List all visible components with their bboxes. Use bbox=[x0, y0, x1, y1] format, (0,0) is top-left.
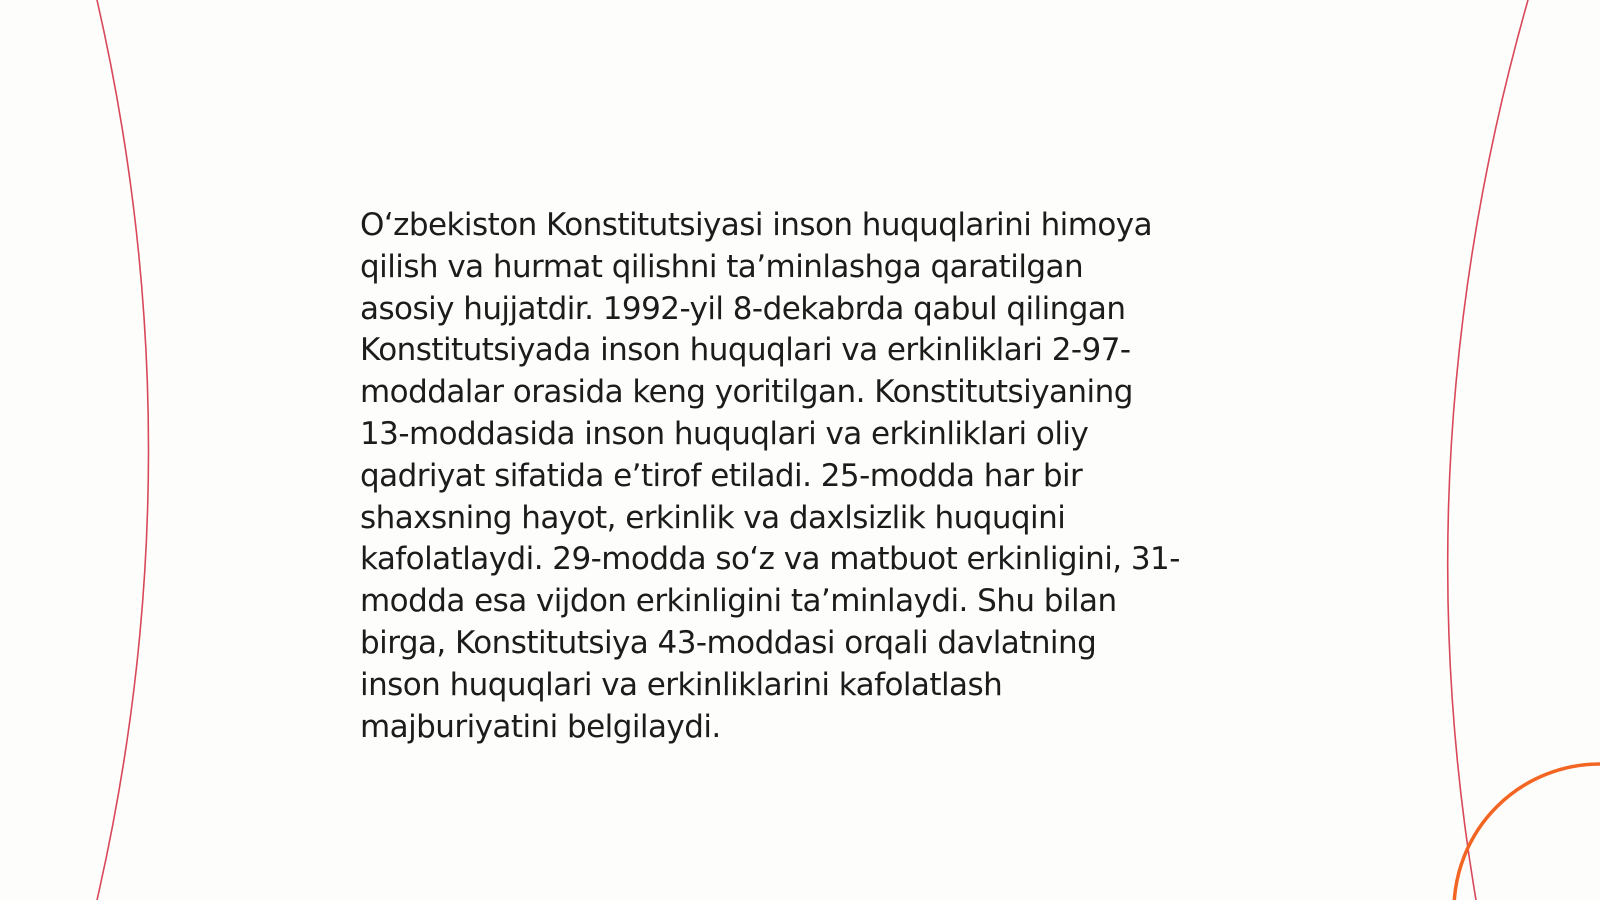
paragraph-line: qadriyat sifatida e’tirof etiladi. 25-modda har bir bbox=[360, 457, 1083, 494]
paragraph-line: moddalar orasida keng yoritilgan. Konstitutsiyaning bbox=[360, 374, 1133, 411]
paragraph-line: O‘zbekiston Konstitutsiyasi inson huquqlarini himoya bbox=[360, 207, 1153, 243]
right-curve-decor bbox=[1448, 0, 1528, 900]
orange-arc-decor bbox=[1454, 764, 1600, 900]
paragraph-line: inson huquqlari va erkinliklarini kafolatlash bbox=[360, 666, 1003, 703]
paragraph-line: Konstitutsiyada inson huquqlari va erkinliklari 2-97- bbox=[360, 332, 1131, 369]
paragraph-line: birga, Konstitutsiya 43-moddasi orqali davlatning bbox=[360, 624, 1097, 661]
paragraph-line: majburiyatini belgilaydi. bbox=[360, 708, 721, 745]
paragraph-line: shaxsning hayot, erkinlik va daxlsizlik huquqini bbox=[360, 499, 1066, 536]
paragraph-line: modda esa vijdon erkinligini ta’minlaydi. Shu bilan bbox=[360, 583, 1117, 620]
paragraph-line: kafolatlaydi. 29-modda so‘z va matbuot erkinligini, 31- bbox=[360, 541, 1180, 578]
paragraph-line: 13-moddasida inson huquqlari va erkinliklari oliy bbox=[360, 415, 1089, 452]
paragraph-line: qilish va hurmat qilishni ta’minlashga qaratilgan bbox=[360, 248, 1084, 285]
paragraph-line: asosiy hujjatdir. 1992-yil 8-dekabrda qabul qilingan bbox=[360, 290, 1126, 327]
left-curve-decor bbox=[97, 0, 149, 900]
body-paragraph bbox=[360, 205, 1260, 748]
